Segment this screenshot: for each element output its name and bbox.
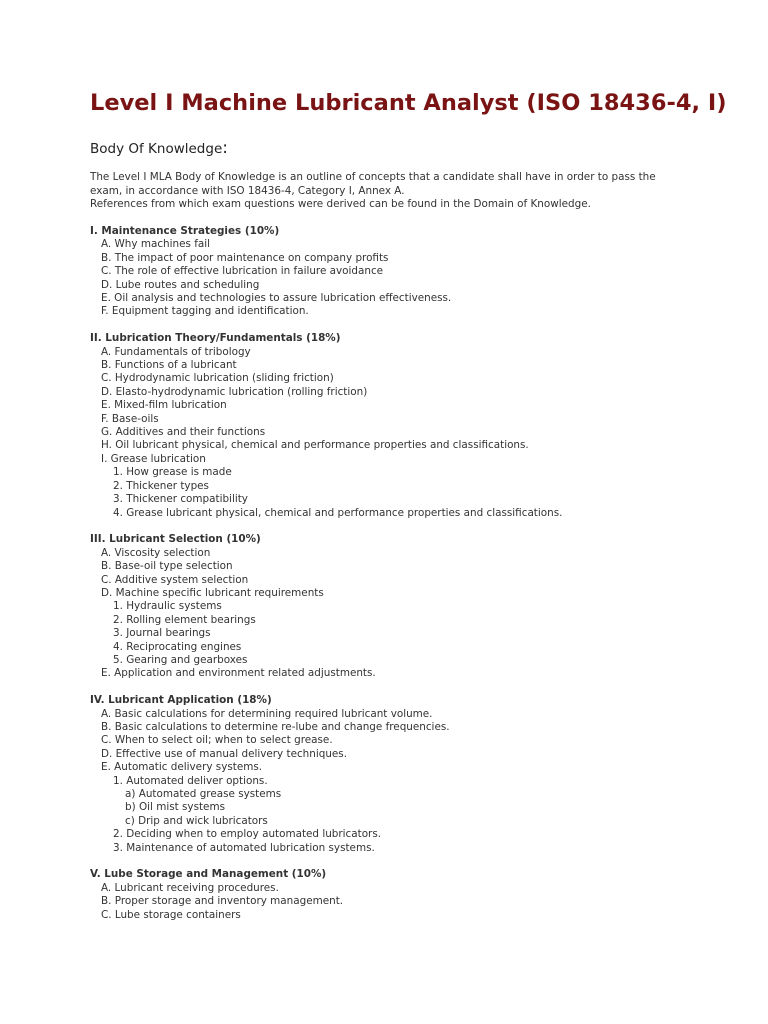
outline-item: C. Lube storage containers bbox=[101, 908, 241, 921]
outline-item: D. Elasto-hydrodynamic lubrication (rolling friction) bbox=[101, 385, 368, 398]
outline-item: C. Additive system selection bbox=[101, 573, 249, 586]
outline-subitem: 4. Grease lubricant physical, chemical and performance properties and classifications. bbox=[113, 506, 563, 519]
outline-item: D. Lube routes and scheduling bbox=[101, 278, 260, 291]
section-title: IV. Lubricant Application (18%) bbox=[90, 694, 272, 707]
outline-item: A. Fundamentals of tribology bbox=[101, 345, 251, 358]
outline-item: H. Oil lubricant physical, chemical and performance properties and classifications. bbox=[101, 439, 529, 452]
outline-item: G. Additives and their functions bbox=[101, 426, 266, 439]
knowledge-outline bbox=[90, 225, 730, 935]
outline-subitem: 5. Gearing and gearboxes bbox=[113, 653, 248, 666]
outline-item: E. Mixed-film lubrication bbox=[101, 399, 227, 412]
outline-section bbox=[90, 868, 730, 922]
outline-subitem: 1. How grease is made bbox=[113, 466, 232, 479]
outline-item: B. Basic calculations to determine re-lube and change frequencies. bbox=[101, 720, 450, 733]
outline-item: B. Base-oil type selection bbox=[101, 560, 233, 573]
body-of-knowledge-heading-colon: : bbox=[222, 138, 228, 158]
outline-item: D. Machine specific lubricant requirements bbox=[101, 586, 324, 599]
outline-subitem: 1. Automated deliver options. bbox=[113, 774, 268, 787]
outline-subitem: 3. Thickener compatibility bbox=[113, 493, 248, 506]
body-of-knowledge-heading bbox=[90, 138, 228, 158]
outline-item: E. Automatic delivery systems. bbox=[101, 761, 263, 774]
outline-subitem: 1. Hydraulic systems bbox=[113, 600, 222, 613]
outline-item: A. Lubricant receiving procedures. bbox=[101, 881, 279, 894]
outline-section bbox=[90, 225, 730, 319]
section-title: III. Lubricant Selection (10%) bbox=[90, 533, 261, 546]
outline-section bbox=[90, 332, 730, 520]
outline-section bbox=[90, 533, 730, 680]
outline-subitem: 3. Maintenance of automated lubrication systems. bbox=[113, 841, 375, 854]
intro-paragraph bbox=[90, 171, 710, 212]
outline-item: F. Equipment tagging and identification. bbox=[101, 305, 309, 318]
document-title: Level I Machine Lubricant Analyst (ISO 18436-4, I) bbox=[90, 90, 727, 116]
outline-subitem: 2. Rolling element bearings bbox=[113, 613, 256, 626]
outline-item: B. The impact of poor maintenance on company profits bbox=[101, 251, 389, 264]
outline-item: F. Base-oils bbox=[101, 412, 159, 425]
outline-item: D. Effective use of manual delivery techniques. bbox=[101, 747, 348, 760]
outline-item: I. Grease lubrication bbox=[101, 452, 206, 465]
outline-item: B. Proper storage and inventory management. bbox=[101, 895, 344, 908]
outline-item: C. The role of effective lubrication in failure avoidance bbox=[101, 265, 384, 278]
outline-subitem: 2. Thickener types bbox=[113, 479, 209, 492]
outline-item: C. When to select oil; when to select grease. bbox=[101, 734, 333, 747]
outline-item: C. Hydrodynamic lubrication (sliding friction) bbox=[101, 372, 334, 385]
section-title: II. Lubrication Theory/Fundamentals (18%) bbox=[90, 332, 341, 345]
intro-line: The Level I MLA Body of Knowledge is an outline of concepts that a candidate shall have in order to pass the bbox=[90, 171, 656, 183]
section-title: I. Maintenance Strategies (10%) bbox=[90, 225, 280, 237]
outline-subitem: 3. Journal bearings bbox=[113, 627, 211, 640]
intro-line: References from which exam questions were derived can be found in the Domain of Knowledge. bbox=[90, 198, 591, 210]
outline-subitem: 4. Reciprocating engines bbox=[113, 640, 242, 653]
outline-subsubitem: c) Drip and wick lubricators bbox=[125, 814, 268, 827]
body-of-knowledge-heading-text: Body Of Knowledge bbox=[90, 141, 223, 157]
outline-item: A. Basic calculations for determining required lubricant volume. bbox=[101, 707, 433, 720]
section-title: V. Lube Storage and Management (10%) bbox=[90, 868, 327, 881]
outline-item: B. Functions of a lubricant bbox=[101, 359, 237, 372]
outline-item: E. Oil analysis and technologies to assure lubrication effectiveness. bbox=[101, 292, 452, 305]
intro-line: exam, in accordance with ISO 18436-4, Category I, Annex A. bbox=[90, 184, 405, 197]
outline-subitem: 2. Deciding when to employ automated lubricators. bbox=[113, 828, 382, 841]
outline-subsubitem: b) Oil mist systems bbox=[125, 801, 225, 814]
outline-item: A. Viscosity selection bbox=[101, 546, 211, 559]
outline-item: E. Application and environment related adjustments. bbox=[101, 667, 376, 680]
outline-subsubitem: a) Automated grease systems bbox=[125, 788, 282, 801]
outline-section bbox=[90, 694, 730, 855]
outline-item: A. Why machines fail bbox=[101, 238, 211, 251]
